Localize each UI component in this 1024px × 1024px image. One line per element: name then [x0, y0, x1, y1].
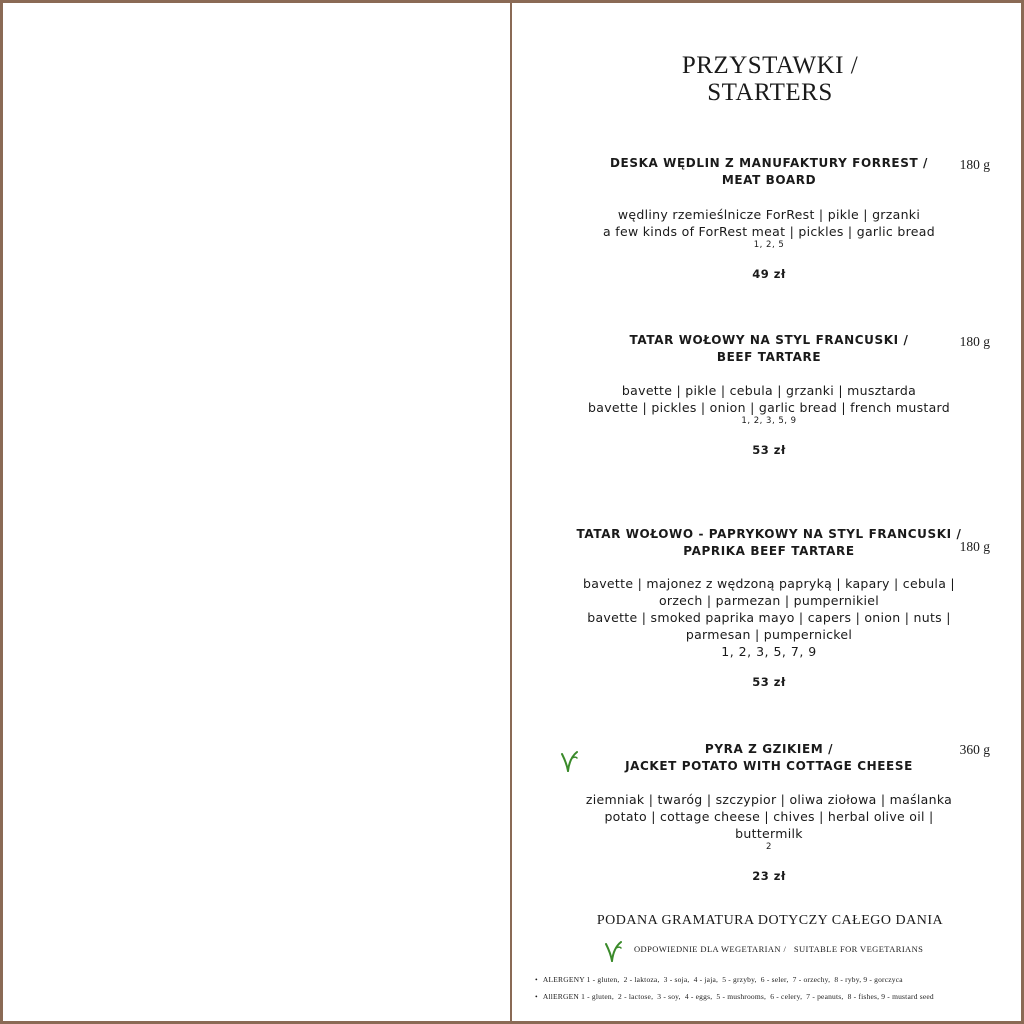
- item-allergens: 2: [766, 842, 772, 852]
- menu-item-beef-tartare: [570, 332, 968, 457]
- item-price: 23 zł: [752, 869, 786, 883]
- desc-line: bavette | pikle | cebula | grzanki | musztarda: [621, 383, 917, 398]
- desc-line: potato | cottage cheese | chives | herbal olive oil |: [604, 809, 934, 824]
- item-description: [570, 206, 968, 240]
- item-name-en: PAPRIKA BEEF TARTARE: [683, 544, 855, 558]
- item-name-en: MEAT BOARD: [721, 173, 817, 187]
- portion-weight-note: PODANA GRAMATURA DOTYCZY CAŁEGO DANIA: [596, 913, 944, 928]
- item-price: 53 zł: [752, 443, 786, 457]
- item-weight: 180 g: [959, 157, 990, 172]
- desc-line: bavette | pickles | onion | garlic bread | french mustard: [588, 400, 950, 415]
- item-weight: 180 g: [959, 334, 990, 349]
- item-name-pl: TATAR WOŁOWO - PAPRYKOWY NA STYL FRANCUSKI /: [576, 527, 962, 541]
- section-title: [560, 52, 980, 106]
- item-name-en: JACKET POTATO WITH COTTAGE CHEESE: [625, 759, 913, 773]
- item-allergens: 1, 2, 3, 5, 9: [741, 416, 797, 426]
- menu-item-paprika-beef-tartare: [566, 526, 972, 689]
- menu-item-meat-board: [570, 155, 968, 281]
- desc-line: wędliny rzemieślnicze ForRest | pikle | grzanki: [617, 207, 921, 222]
- item-name-pl: TATAR WOŁOWY NA STYL FRANCUSKI /: [629, 333, 909, 347]
- desc-line: bavette | smoked paprika mayo | capers | onion | nuts |: [587, 610, 951, 625]
- allergen-list-pl: [535, 975, 903, 984]
- leaf-icon: [604, 940, 622, 962]
- desc-line: a few kinds of ForRest meat | pickles | garlic bread: [603, 224, 935, 239]
- item-description: [570, 791, 968, 842]
- vegetarian-legend: [604, 940, 923, 962]
- item-allergens: 1, 2, 3, 5, 7, 9: [721, 644, 817, 659]
- desc-line: buttermilk: [735, 826, 803, 841]
- bullet: •: [535, 975, 538, 984]
- vegetarian-legend-text: ODPOWIEDNIE DLA WEGETARIAN / SUITABLE FOR VEGETARIANS: [634, 944, 924, 954]
- section-title-pl: PRZYSTAWKI /: [681, 52, 859, 79]
- item-price: 53 zł: [752, 675, 786, 689]
- item-price: 49 zł: [752, 267, 786, 281]
- allergen-list-en: [535, 992, 934, 1001]
- item-weight: 360 g: [959, 742, 990, 757]
- desc-line: bavette | majonez z wędzoną papryką | kapary | cebula |: [583, 576, 955, 591]
- item-name-pl: PYRA Z GZIKIEM /: [704, 742, 834, 756]
- desc-line: orzech | parmezan | pumpernikiel: [658, 593, 880, 608]
- menu-item-jacket-potato: [570, 741, 968, 883]
- allergen-text: AllERGEN 1 - gluten, 2 - lactose, 3 - soy, 4 - eggs, 5 - mushrooms, 6 - celery, 7 - peanuts, 8 - fishes, 9 - mustard seed: [542, 992, 934, 1001]
- desc-line: parmesan | pumpernickel: [685, 627, 853, 642]
- item-weight: 180 g: [959, 539, 990, 554]
- allergen-text: ALERGENY 1 - gluten, 2 - laktoza, 3 - soja, 4 - jaja, 5 - grzyby, 6 - seler, 7 - orzechy, 8 - ryby, 9 - gorczyca: [542, 975, 903, 984]
- bullet: •: [535, 992, 538, 1001]
- item-allergens: 1, 2, 5: [753, 240, 785, 250]
- desc-line: ziemniak | twaróg | szczypior | oliwa ziołowa | maślanka: [585, 792, 953, 807]
- item-name-en: BEEF TARTARE: [716, 350, 822, 364]
- item-description: [566, 575, 972, 643]
- item-name-pl: DESKA WĘDLIN Z MANUFAKTURY FORREST /: [609, 156, 929, 170]
- item-description: [570, 382, 968, 416]
- section-title-en: STARTERS: [707, 79, 833, 106]
